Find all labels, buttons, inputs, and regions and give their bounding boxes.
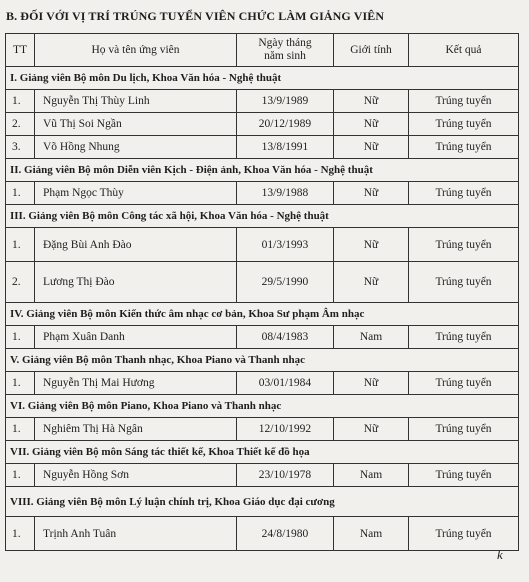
- group-title: II. Giảng viên Bộ môn Diễn viên Kịch - Điện ảnh, Khoa Văn hóa - Nghệ thuật: [6, 159, 519, 182]
- handwritten-mark: k: [497, 547, 503, 562]
- cell-dob: 01/3/1993: [237, 228, 334, 262]
- cell-name: Võ Hồng Nhung: [35, 136, 237, 159]
- cell-result: Trúng tuyển: [409, 182, 519, 205]
- cell-tt: 1.: [6, 90, 35, 113]
- cell-name: Nguyễn Hồng Sơn: [35, 464, 237, 487]
- cell-tt: 1.: [6, 418, 35, 441]
- col-header-tt: TT: [6, 34, 35, 67]
- cell-gender: Nam: [334, 326, 409, 349]
- table-row: [6, 464, 519, 487]
- cell-result: Trúng tuyển: [409, 517, 519, 551]
- col-header-dob-line2: năm sinh: [264, 50, 306, 62]
- cell-name: Nguyễn Thị Mai Hương: [35, 372, 237, 395]
- group-title: VIII. Giảng viên Bộ môn Lý luận chính trị, Khoa Giáo dục đại cương: [6, 487, 519, 517]
- cell-tt: 1.: [6, 464, 35, 487]
- cell-tt: 1.: [6, 228, 35, 262]
- cell-name: Lương Thị Đào: [35, 262, 237, 303]
- table-row: [6, 90, 519, 113]
- cell-result: Trúng tuyển: [409, 418, 519, 441]
- group-row: [6, 303, 519, 326]
- cell-tt: 1.: [6, 372, 35, 395]
- col-header-name: Họ và tên ứng viên: [35, 34, 237, 67]
- cell-gender: Nữ: [334, 136, 409, 159]
- cell-tt: 1.: [6, 517, 35, 551]
- cell-result: Trúng tuyển: [409, 228, 519, 262]
- cell-result: Trúng tuyển: [409, 90, 519, 113]
- table-row: [6, 262, 519, 303]
- cell-result: Trúng tuyển: [409, 136, 519, 159]
- cell-tt: 2.: [6, 262, 35, 303]
- cell-dob: 12/10/1992: [237, 418, 334, 441]
- group-row: [6, 349, 519, 372]
- group-title: VII. Giảng viên Bộ môn Sáng tác thiết kế, Khoa Thiết kế đồ họa: [6, 441, 519, 464]
- cell-tt: 1.: [6, 326, 35, 349]
- table-row: [6, 113, 519, 136]
- group-row: [6, 395, 519, 418]
- group-row: [6, 205, 519, 228]
- cell-gender: Nam: [334, 464, 409, 487]
- group-title: V. Giảng viên Bộ môn Thanh nhạc, Khoa Piano và Thanh nhạc: [6, 349, 519, 372]
- cell-name: Nghiêm Thị Hà Ngân: [35, 418, 237, 441]
- cell-dob: 03/01/1984: [237, 372, 334, 395]
- cell-dob: 20/12/1989: [237, 113, 334, 136]
- cell-dob: 08/4/1983: [237, 326, 334, 349]
- cell-gender: Nữ: [334, 113, 409, 136]
- cell-gender: Nữ: [334, 182, 409, 205]
- cell-dob: 13/9/1988: [237, 182, 334, 205]
- group-row: [6, 487, 519, 517]
- table-row: [6, 418, 519, 441]
- group-title: I. Giảng viên Bộ môn Du lịch, Khoa Văn hóa - Nghệ thuật: [6, 67, 519, 90]
- cell-dob: 23/10/1978: [237, 464, 334, 487]
- cell-result: Trúng tuyển: [409, 326, 519, 349]
- group-row: [6, 67, 519, 90]
- col-header-dob-line1: Ngày tháng: [258, 37, 312, 49]
- cell-name: Nguyễn Thị Thùy Linh: [35, 90, 237, 113]
- col-header-result: Kết quả: [409, 34, 519, 67]
- cell-result: Trúng tuyển: [409, 113, 519, 136]
- cell-name: Vũ Thị Soi Ngần: [35, 113, 237, 136]
- cell-dob: 13/8/1991: [237, 136, 334, 159]
- table-row: [6, 326, 519, 349]
- cell-gender: Nữ: [334, 262, 409, 303]
- group-row: [6, 159, 519, 182]
- cell-gender: Nữ: [334, 90, 409, 113]
- cell-gender: Nữ: [334, 372, 409, 395]
- cell-dob: 29/5/1990: [237, 262, 334, 303]
- group-title: VI. Giảng viên Bộ môn Piano, Khoa Piano và Thanh nhạc: [6, 395, 519, 418]
- cell-name: Trịnh Anh Tuân: [35, 517, 237, 551]
- cell-tt: 1.: [6, 182, 35, 205]
- cell-gender: Nữ: [334, 228, 409, 262]
- cell-tt: 3.: [6, 136, 35, 159]
- cell-name: Phạm Ngọc Thùy: [35, 182, 237, 205]
- table-row: [6, 372, 519, 395]
- cell-dob: 24/8/1980: [237, 517, 334, 551]
- cell-result: Trúng tuyển: [409, 464, 519, 487]
- cell-gender: Nữ: [334, 418, 409, 441]
- cell-result: Trúng tuyển: [409, 262, 519, 303]
- section-heading: B. ĐỐI VỚI VỊ TRÍ TRÚNG TUYỂN VIÊN CHỨC LÀM GIẢNG VIÊN: [6, 9, 385, 23]
- cell-name: Phạm Xuân Danh: [35, 326, 237, 349]
- group-title: IV. Giảng viên Bộ môn Kiến thức âm nhạc cơ bản, Khoa Sư phạm Âm nhạc: [6, 303, 519, 326]
- table-header-row: [6, 34, 519, 67]
- table-row: [6, 182, 519, 205]
- cell-gender: Nam: [334, 517, 409, 551]
- cell-name: Đặng Bùi Anh Đào: [35, 228, 237, 262]
- cell-tt: 2.: [6, 113, 35, 136]
- cell-result: Trúng tuyển: [409, 372, 519, 395]
- group-row: [6, 441, 519, 464]
- table-row: [6, 136, 519, 159]
- col-header-gender: Giới tính: [334, 34, 409, 67]
- group-title: III. Giảng viên Bộ môn Công tác xã hội, Khoa Văn hóa - Nghệ thuật: [6, 205, 519, 228]
- col-header-dob: [237, 34, 334, 67]
- cell-dob: 13/9/1989: [237, 90, 334, 113]
- table-row: [6, 517, 519, 551]
- results-table: [5, 33, 519, 551]
- table-row: [6, 228, 519, 262]
